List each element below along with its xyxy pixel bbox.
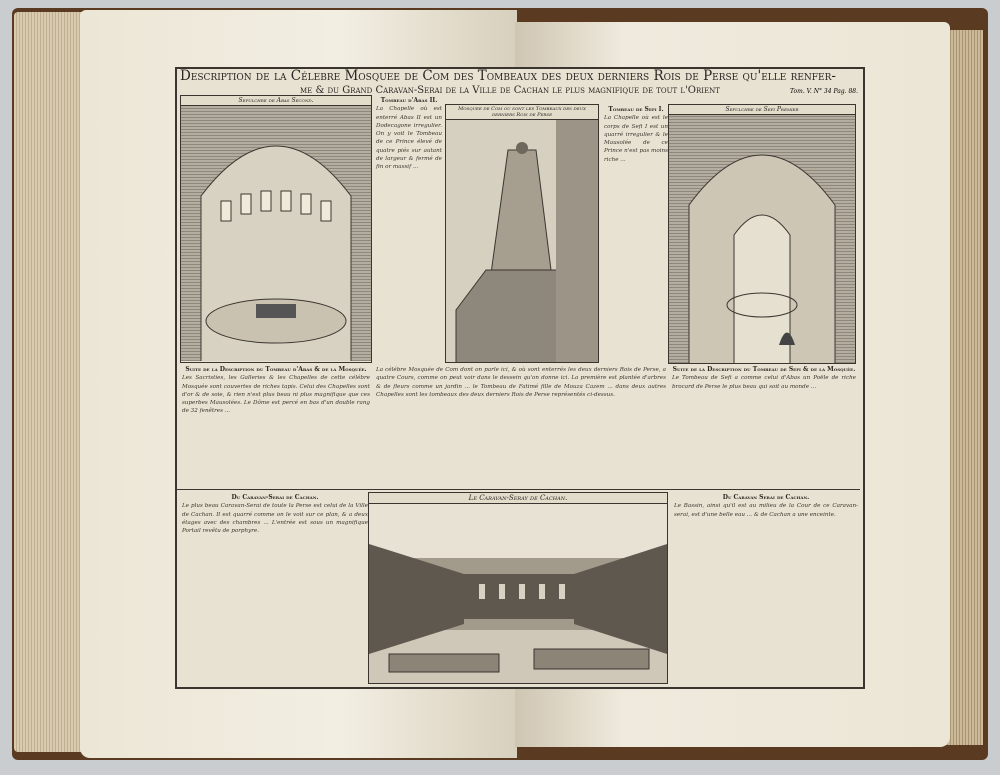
column-heading: Tombeau d'Abas II. [380, 97, 438, 104]
mosque-of-com-engraving [445, 104, 599, 363]
page-edges-right [945, 30, 983, 745]
column-heading: Tombeau de Sefi I. [608, 106, 664, 113]
sefi-description-continued [668, 364, 860, 490]
caption: Sepulchre de Abas Second. [181, 96, 371, 106]
vault-interior-illustration [669, 115, 855, 363]
sefi-tomb-column [600, 104, 672, 363]
mosque-description [372, 364, 670, 490]
column-text: La Chapelle où est enterré Abas II est un Dodecagone irregulier. On y voit le Tombeau de ce Prince élevé de quatre piés sur autant de largeur & fermé de fin or massif ... [376, 106, 442, 171]
caravanserai-description-right [670, 492, 862, 684]
caption: Le Caravan-Seray de Cachan. [369, 493, 667, 504]
abas-description-continued [178, 364, 374, 490]
abas-tomb-column [372, 95, 446, 361]
section-heading: Du Caravan Serai de Cachan. [722, 494, 810, 501]
sefi-sepulchre-engraving [668, 104, 856, 364]
abas-sepulchre-engraving [180, 95, 372, 363]
caption: Mosquee de Com ou sont les Tombeaux des deux derniers Rois de Perse [446, 105, 598, 120]
caravanserai-description-left [178, 492, 372, 684]
title-line-2: me & du Grand Caravan-Serai de la Ville de Cachan le plus magnifique de tout l'Orient [300, 85, 720, 96]
title-line-1: Description de la Célebre Mosquee de Com des Tombeaux des deux derniers Rois de Perse qu'elle renfer- [180, 68, 836, 84]
dome-interior-illustration [181, 106, 371, 361]
section-text: Le plus beau Caravan-Serai de toute la Perse est celui de la Ville de Cachan. Il est quarré comme on le voit sur ce plan, & a deux étages avec des chambres ... L'entrée est sous un magnifique Portail revêtu de porphyre. [182, 503, 368, 535]
courtyard-illustration [369, 504, 667, 684]
section-heading: Du Caravan-Serai de Cachan. [231, 494, 319, 501]
section-text: Le Tombeau de Sefi a comme celui d'Abas un Poële de riche brocard de Perse le plus beau qui soit au monde ... [672, 375, 856, 390]
section-text: La célébre Mosquée de Com dont on parle ici, & où sont enterrés les deux derniers Rois de Perse, a quatre Cours, comme on peut voir dans le dessein qu'on donne ici. La première est plantée d'arbres & de fleurs comme un jardin ... le Tombeau de Fatimé fille de Mouza Cazem ... dans deux autres Chapelles sont les tombeaux des deux derniers Rois de Perse représentés ci-dessus. [376, 367, 666, 398]
mosque-illustration [446, 120, 598, 363]
caravanserai-engraving [368, 492, 668, 684]
section-heading: Suite de la Description du Tombeau d'Abas & de la Mosquée. [185, 366, 367, 373]
page-edges-left [14, 12, 84, 752]
caption: Sepulchre de Sefi Premier [669, 105, 855, 115]
divider [176, 489, 860, 490]
section-text: Les Sacristies, les Galleries & les Chapelles de cette célébre Mosquée sont couvertes de riches tapis. Celui des Chapelles sont d'or & de soie, & rien n'est plus beau ni plus magnifique que ces superbes Mausolées. Le Dôme est percé en bas d'un double rang de 32 fenêtres ... [182, 375, 370, 415]
section-text: Le Bassin, ainsi qu'il est au milieu de la Cour de ce Caravan-serai, est d'une belle eau ... & de Cachan a une enceinte. [674, 503, 858, 518]
column-text: La Chapelle où est le corps de Sefi I est un quarré irregulier & le Mausolée de ce Prince n'est pas moins riche ... [604, 115, 668, 163]
volume-reference: Tom. V. N° 34 Pag. 88. [790, 88, 858, 95]
section-heading: Suite de la Description du Tombeau de Sefi & de la Mosquée. [672, 366, 856, 373]
